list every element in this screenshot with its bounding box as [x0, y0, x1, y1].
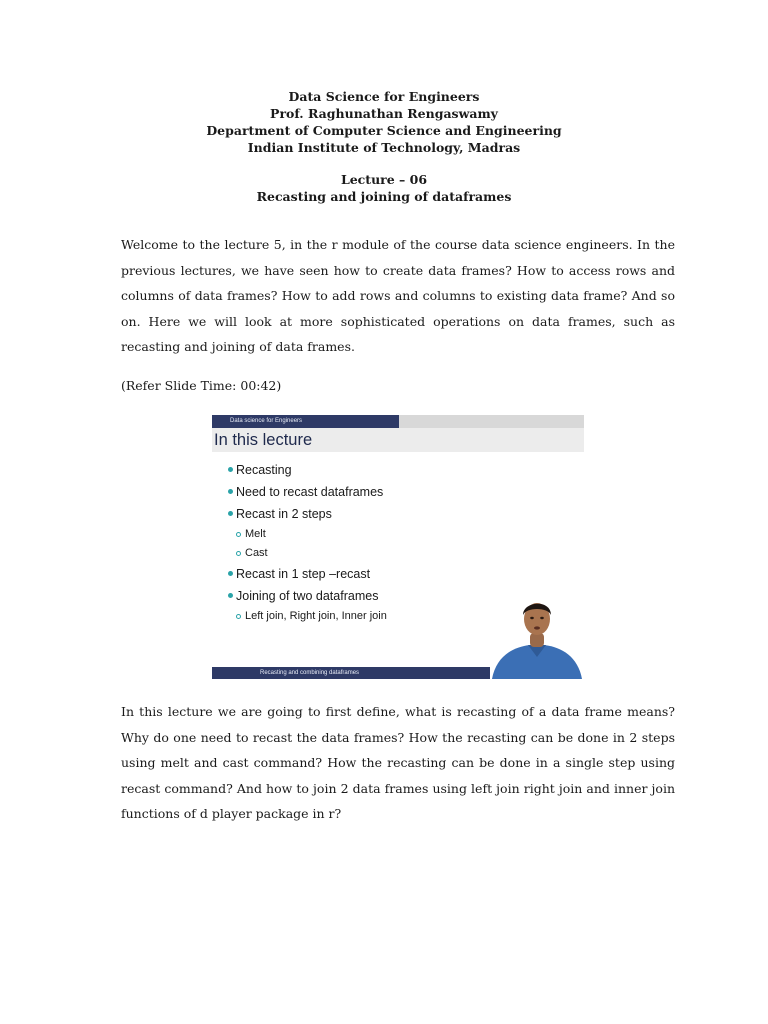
bullet-dot-icon [228, 571, 233, 576]
bullet-ring-icon [236, 551, 241, 556]
slide-top-banner-text: Data science for Engineers [230, 418, 303, 424]
slide-bullet-list [212, 459, 502, 626]
bullet-dot-icon [228, 467, 233, 472]
lecture-slide-image [212, 415, 584, 679]
slide-bullet-text: Recast in 2 steps [236, 507, 332, 521]
slide-bullet-item [212, 481, 502, 503]
slide-title: In this lecture [214, 431, 313, 449]
course-title: Data Science for Engineers [288, 89, 480, 104]
slide-top-banner [212, 415, 399, 428]
slide-sub-text: Left join, Right join, Inner join [245, 610, 387, 622]
overview-paragraph: In this lecture we are going to first define, what is recasting of a data frame means? Why do one need to recast the data frames? How the recasting can be done in 2 steps using melt and cast command? How the recasting can be done in a single step using recast command? And how to join 2 data frames using left join right join and inner join functions of d player package in r? [121, 704, 675, 821]
slide-bullet-text: Joining of two dataframes [236, 589, 379, 603]
slide-bullet-text: Need to recast dataframes [236, 485, 384, 499]
bullet-dot-icon [228, 511, 233, 516]
slide-bullet-item [212, 503, 502, 525]
slide-bullet-item [212, 563, 502, 585]
slide-sub-text: Melt [245, 528, 266, 540]
institute-name: Indian Institute of Technology, Madras [247, 140, 521, 155]
slide-time-reference: (Refer Slide Time: 00:42) [121, 378, 282, 393]
slide-bullet-text: Recast in 1 step –recast [236, 567, 371, 581]
slide-bottom-banner-text: Recasting and combining dataframes [260, 670, 360, 676]
document-header [0, 88, 768, 156]
slide-bullet-item [212, 585, 502, 607]
presenter-video-icon [490, 595, 584, 679]
bullet-dot-icon [228, 489, 233, 494]
lecture-heading [0, 171, 768, 205]
professor-name: Prof. Raghunathan Rengaswamy [270, 106, 498, 121]
department-name: Department of Computer Science and Engineering [206, 123, 562, 138]
slide-sub-item [212, 607, 502, 626]
slide-sub-item [212, 544, 502, 563]
lecture-number: Lecture – 06 [340, 172, 428, 187]
lecture-title: Recasting and joining of dataframes [256, 189, 512, 204]
bullet-ring-icon [236, 614, 241, 619]
slide-bullet-item [212, 459, 502, 481]
intro-paragraph: Welcome to the lecture 5, in the r module of the course data science engineers. In the previous lectures, we have seen how to create data frames? How to access rows and columns of data frames? How to add rows and columns to existing data frame? And so on. Here we will look at more sophisticated operations on data frames, such as recasting and joining of data frames. [121, 237, 675, 354]
slide-bullet-text: Recasting [236, 463, 292, 477]
slide-sub-item [212, 525, 502, 544]
slide-bottom-banner [212, 667, 490, 679]
slide-sub-text: Cast [245, 547, 268, 559]
bullet-ring-icon [236, 532, 241, 537]
bullet-dot-icon [228, 593, 233, 598]
